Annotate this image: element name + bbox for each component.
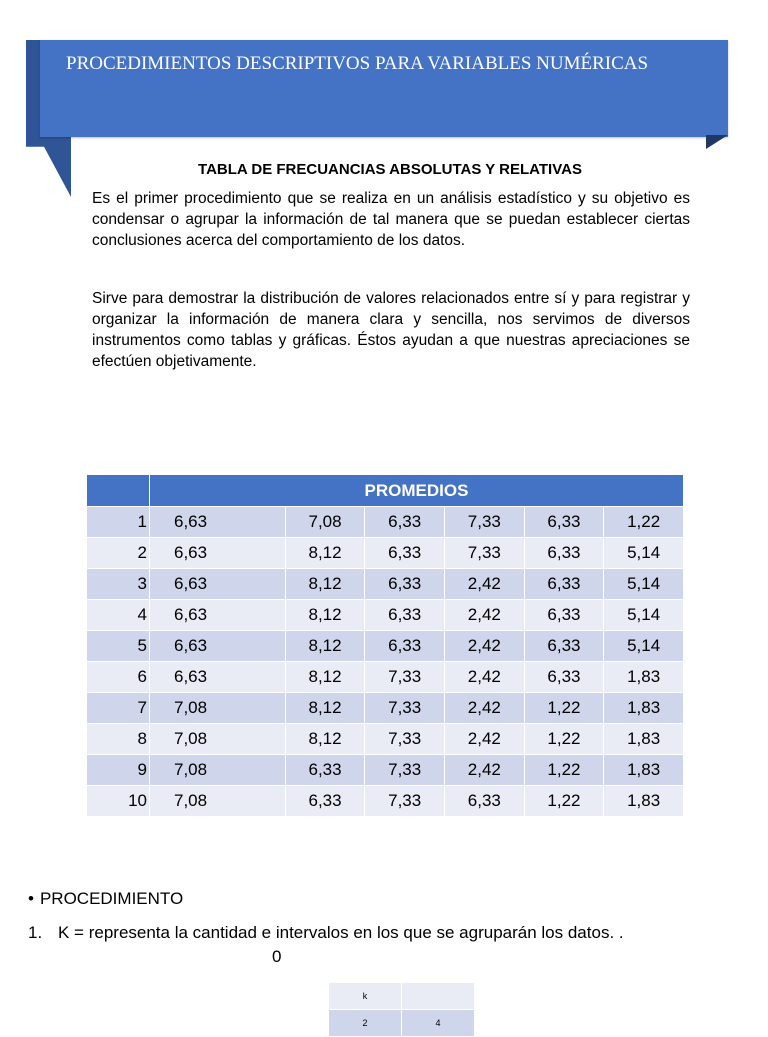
table-cell: 7,33 bbox=[445, 538, 525, 569]
table-cell: 6,63 bbox=[150, 662, 286, 693]
table-cell: 8,12 bbox=[285, 724, 365, 755]
table-cell: 5,14 bbox=[604, 600, 684, 631]
table-cell: 8,12 bbox=[285, 538, 365, 569]
table-row bbox=[87, 631, 684, 662]
table-cell: 6,33 bbox=[524, 631, 604, 662]
table-cell: 2,42 bbox=[445, 693, 525, 724]
table-cell: 6,33 bbox=[285, 755, 365, 786]
table-header-promedios: PROMEDIOS bbox=[150, 475, 684, 507]
table-cell: 6,63 bbox=[150, 538, 286, 569]
table-cell: 7,33 bbox=[445, 507, 525, 538]
row-index: 2 bbox=[87, 538, 150, 569]
table-cell: 7,08 bbox=[150, 724, 286, 755]
table-cell: 5,14 bbox=[604, 569, 684, 600]
row-index: 7 bbox=[87, 693, 150, 724]
table-row bbox=[87, 507, 684, 538]
table-cell: 6,63 bbox=[150, 569, 286, 600]
table-cell: 6,63 bbox=[150, 631, 286, 662]
k-table-cell: 4 bbox=[402, 1010, 475, 1037]
step-number: 1. bbox=[28, 923, 43, 942]
row-index: 5 bbox=[87, 631, 150, 662]
procedure-bullet bbox=[28, 889, 183, 909]
procedure-step-1 bbox=[28, 923, 758, 943]
banner-fold-right bbox=[706, 135, 728, 149]
table-cell: 2,42 bbox=[445, 569, 525, 600]
row-index: 10 bbox=[87, 786, 150, 817]
promedios-table bbox=[86, 474, 684, 817]
bullet-dot-icon: • bbox=[28, 889, 34, 908]
title-banner bbox=[40, 40, 728, 137]
table-cell: 6,33 bbox=[524, 600, 604, 631]
table-cell: 7,33 bbox=[365, 786, 445, 817]
table-cell: 6,33 bbox=[365, 631, 445, 662]
paragraph-1: Es el primer procedimiento que se realiza en un análisis estadístico y su objetivo es condensar o agrupar la información de tal manera que se puedan establecer ciertas conclusiones acerca del comportamiento de los datos. bbox=[92, 190, 690, 249]
k-table bbox=[328, 982, 475, 1037]
procedure-heading: PROCEDIMIENTO bbox=[39, 889, 184, 908]
table-cell: 8,12 bbox=[285, 662, 365, 693]
row-index: 8 bbox=[87, 724, 150, 755]
table-cell: 8,12 bbox=[285, 600, 365, 631]
table-cell: 6,33 bbox=[365, 569, 445, 600]
section-title: TABLA DE FRECUANCIAS ABSOLUTAS Y RELATIVAS bbox=[198, 161, 582, 178]
table-cell: 2,42 bbox=[445, 600, 525, 631]
table-cell: 7,08 bbox=[150, 755, 286, 786]
table-cell: 5,14 bbox=[604, 538, 684, 569]
table-cell: 6,33 bbox=[365, 600, 445, 631]
paragraph-2: Sirve para demostrar la distribución de valores relacionados entre sí y para registrar y organizar la información de manera clara y sencilla, nos servimos de diversos instrumentos como tablas y gráficas. Éstos ayudan a que nuestras apreciaciones se efectúen objetivamente. bbox=[92, 290, 690, 370]
table-row bbox=[87, 569, 684, 600]
table-header-row bbox=[87, 475, 684, 507]
table-cell: 1,22 bbox=[524, 724, 604, 755]
table-cell: 5,14 bbox=[604, 631, 684, 662]
table-cell: 6,33 bbox=[524, 507, 604, 538]
k-table-cell: k bbox=[329, 983, 402, 1010]
table-cell: 6,33 bbox=[445, 786, 525, 817]
table-cell: 6,63 bbox=[150, 507, 286, 538]
table-cell: 7,33 bbox=[365, 662, 445, 693]
table-cell: 7,33 bbox=[365, 755, 445, 786]
table-cell: 1,83 bbox=[604, 662, 684, 693]
table-cell: 6,33 bbox=[365, 507, 445, 538]
table-cell: 1,22 bbox=[524, 693, 604, 724]
table-cell: 1,83 bbox=[604, 693, 684, 724]
table-cell: 7,08 bbox=[150, 693, 286, 724]
table-cell: 1,83 bbox=[604, 724, 684, 755]
table-cell: 7,33 bbox=[365, 724, 445, 755]
table-cell: 6,33 bbox=[524, 662, 604, 693]
step-text: K = representa la cantidad e intervalos en los que se agruparán los datos. . bbox=[58, 923, 624, 942]
k-table-row bbox=[329, 983, 475, 1010]
table-row bbox=[87, 755, 684, 786]
row-index: 4 bbox=[87, 600, 150, 631]
table-cell: 6,33 bbox=[285, 786, 365, 817]
table-cell: 6,33 bbox=[524, 538, 604, 569]
table-row bbox=[87, 786, 684, 817]
table-row bbox=[87, 662, 684, 693]
table-cell: 2,42 bbox=[445, 724, 525, 755]
row-index: 9 bbox=[87, 755, 150, 786]
k-table-cell bbox=[402, 983, 475, 1010]
table-cell: 1,83 bbox=[604, 755, 684, 786]
table-cell: 7,08 bbox=[150, 786, 286, 817]
table-cell: 1,83 bbox=[604, 786, 684, 817]
table-cell: 2,42 bbox=[445, 662, 525, 693]
table-row bbox=[87, 724, 684, 755]
table-row bbox=[87, 693, 684, 724]
table-body bbox=[87, 507, 684, 817]
table-cell: 8,12 bbox=[285, 569, 365, 600]
row-index: 6 bbox=[87, 662, 150, 693]
table-cell: 7,33 bbox=[365, 693, 445, 724]
row-index: 3 bbox=[87, 569, 150, 600]
table-row bbox=[87, 600, 684, 631]
k-table-cell: 2 bbox=[329, 1010, 402, 1037]
table-cell: 7,08 bbox=[285, 507, 365, 538]
page-title: PROCEDIMIENTOS DESCRIPTIVOS PARA VARIABLES NUMÉRICAS bbox=[66, 53, 649, 74]
table-header-corner bbox=[87, 475, 150, 507]
table-cell: 1,22 bbox=[524, 786, 604, 817]
table-cell: 6,63 bbox=[150, 600, 286, 631]
k-table-body bbox=[329, 983, 475, 1037]
stray-zero: 0 bbox=[272, 947, 282, 966]
table-cell: 6,33 bbox=[365, 538, 445, 569]
k-table-row bbox=[329, 1010, 475, 1037]
table-cell: 8,12 bbox=[285, 631, 365, 662]
table-cell: 1,22 bbox=[604, 507, 684, 538]
row-index: 1 bbox=[87, 507, 150, 538]
table-cell: 2,42 bbox=[445, 755, 525, 786]
table-cell: 8,12 bbox=[285, 693, 365, 724]
table-cell: 6,33 bbox=[524, 569, 604, 600]
table-cell: 1,22 bbox=[524, 755, 604, 786]
table-cell: 2,42 bbox=[445, 631, 525, 662]
table-row bbox=[87, 538, 684, 569]
